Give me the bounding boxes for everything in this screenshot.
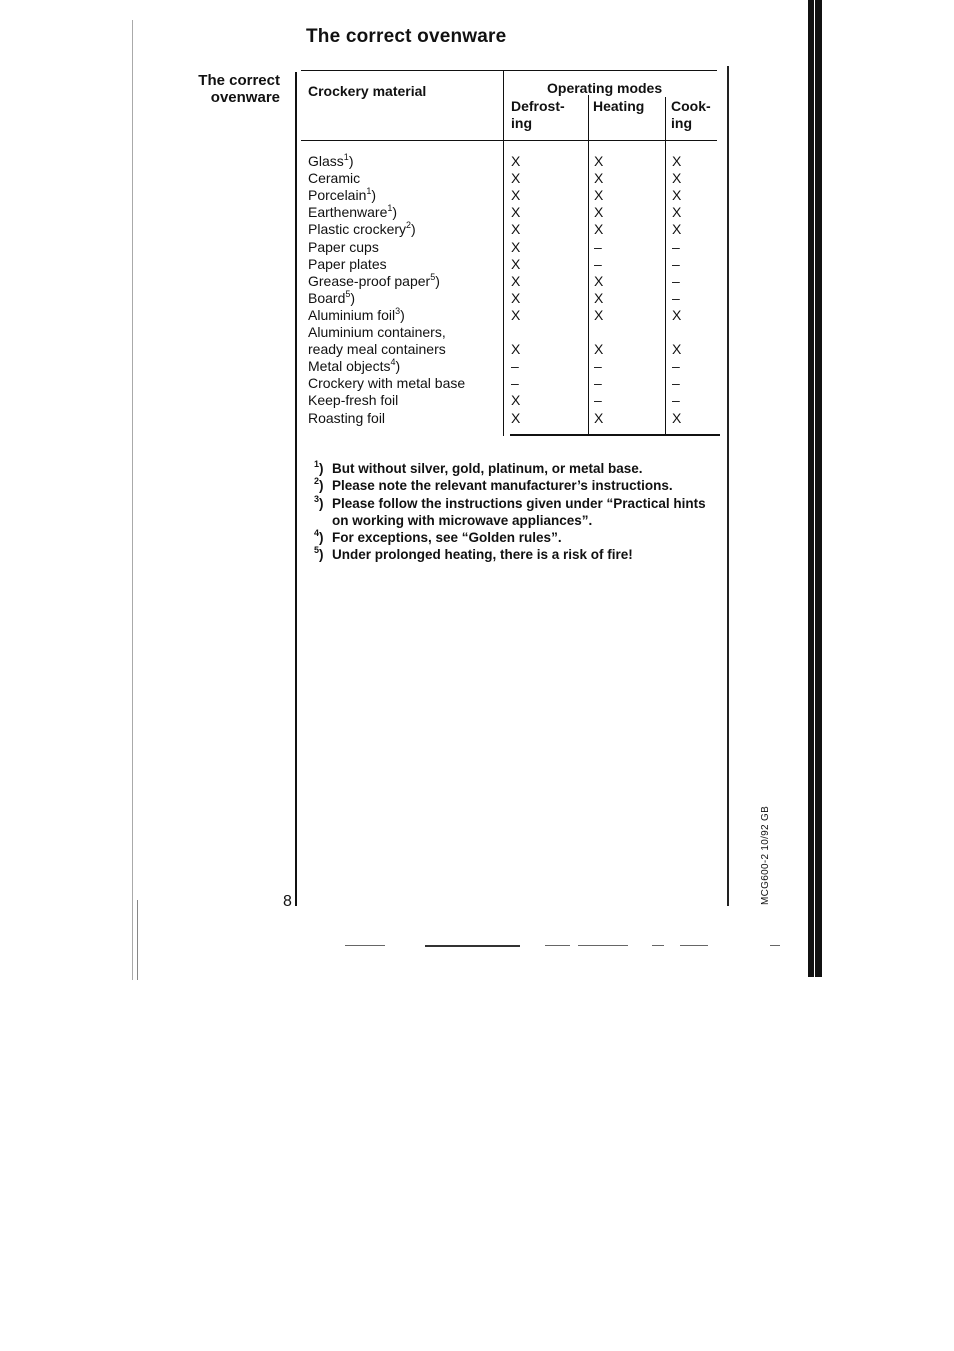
scan-artifact-dash <box>770 945 780 946</box>
scan-artifact-dash <box>345 945 385 946</box>
table-header-rule <box>301 140 717 141</box>
cell-heating: X <box>594 307 604 323</box>
row-material-label: Aluminium foil$^3$) <box>308 306 405 323</box>
scan-artifact-dash <box>578 945 628 946</box>
footnotes <box>314 460 724 564</box>
cell-cooking: – <box>672 358 680 374</box>
cell-defrost: X <box>511 170 521 186</box>
header-operating-modes: Operating modes <box>547 80 663 96</box>
column-divider <box>665 97 666 436</box>
row-material-label: Metal objects$^4$) <box>308 357 401 374</box>
footnote: $^1$) But without silver, gold, platinum, or metal base. <box>314 459 643 476</box>
cell-defrost: X <box>511 290 521 306</box>
side-heading-line: ovenware <box>210 89 280 106</box>
cell-heating: – <box>594 375 602 391</box>
page-edge-bar <box>808 0 822 977</box>
page-edge-gap <box>814 0 815 977</box>
cell-defrost: X <box>511 239 521 255</box>
cell-defrost: – <box>511 358 519 374</box>
scan-artifact-dash <box>680 945 708 946</box>
cell-heating: – <box>594 392 602 408</box>
cell-cooking: X <box>672 410 682 426</box>
cell-defrost: X <box>511 392 521 408</box>
row-material-label: ready meal containers <box>308 341 446 357</box>
scan-artifact-dash <box>545 945 570 946</box>
cell-cooking: X <box>672 204 682 220</box>
cell-cooking: – <box>672 239 680 255</box>
cell-cooking: – <box>672 290 680 306</box>
footnote: $^2$) Please note the relevant manufacturer’s instructions. <box>314 476 673 494</box>
column-divider <box>503 70 504 436</box>
cell-heating: X <box>594 170 604 186</box>
document-code: MCG600-2 10/92 GB <box>760 805 771 905</box>
row-material-label: Paper cups <box>308 239 379 255</box>
footnote-ref: 1 <box>343 152 349 162</box>
row-material-label: Plastic crockery$^2$) <box>308 220 416 237</box>
cell-defrost: X <box>511 256 521 272</box>
row-material-label: Glass$^1$) <box>308 152 354 169</box>
header-heating: Heating <box>593 98 645 114</box>
cell-heating: X <box>594 341 604 357</box>
row-material-label: Board$^5$) <box>308 289 356 306</box>
row-material-label: Aluminium containers, <box>308 324 446 340</box>
cell-defrost: X <box>511 410 521 426</box>
row-material-label: Ceramic <box>308 170 361 186</box>
footnote-ref: 3 <box>395 306 401 316</box>
footnote-ref: 4 <box>390 357 396 367</box>
cell-cooking: X <box>672 221 682 237</box>
row-material-label: Crockery with metal base <box>308 375 466 391</box>
footnote-ref: 1 <box>387 203 393 213</box>
footnote: $^4$) For exceptions, see “Golden rules”. <box>314 528 562 546</box>
cell-heating: X <box>594 273 604 289</box>
table-bottom-rule <box>510 434 720 436</box>
cell-cooking: X <box>672 307 682 323</box>
cell-defrost: X <box>511 307 521 323</box>
header-crockery-material: Crockery material <box>308 83 427 99</box>
cell-heating: X <box>594 153 604 169</box>
cell-cooking: X <box>672 187 682 203</box>
footnote-ref: 5 <box>430 272 436 282</box>
header-defrosting: Defrost- ing <box>511 98 565 131</box>
right-margin-rule <box>727 66 729 906</box>
row-material-label: Roasting foil <box>308 410 386 426</box>
footnote: $^5$) Under prolonged heating, there is a risk of fire! <box>314 545 633 563</box>
cell-cooking: X <box>672 341 682 357</box>
cell-heating: – <box>594 239 602 255</box>
cell-heating: – <box>594 358 602 374</box>
footnote-ref: 5 <box>345 289 351 299</box>
cell-cooking: – <box>672 273 680 289</box>
column-divider <box>588 95 589 436</box>
side-heading <box>150 72 280 106</box>
cell-cooking: X <box>672 153 682 169</box>
table-top-rule <box>301 70 717 71</box>
page-number: 8 <box>283 893 292 910</box>
row-material-label: Keep-fresh foil <box>308 392 399 408</box>
footnote: $^3$) Please follow the instructions given under “Practical hints on working with microwave appliances”. <box>314 493 706 528</box>
row-material-label: Earthenware$^1$) <box>308 203 398 220</box>
header-cooking: Cook- ing <box>671 98 711 131</box>
margin-rule <box>295 72 297 906</box>
cell-heating: X <box>594 221 604 237</box>
cell-heating: X <box>594 204 604 220</box>
row-material-label: Grease-proof paper$^5$) <box>308 272 440 289</box>
footnote-ref: 2 <box>406 220 412 230</box>
row-material-label: Paper plates <box>308 256 387 272</box>
cell-defrost: X <box>511 204 521 220</box>
cell-heating: X <box>594 187 604 203</box>
cell-defrost: X <box>511 153 521 169</box>
page-title: The correct ovenware <box>306 26 507 47</box>
cell-cooking: – <box>672 256 680 272</box>
cell-defrost: – <box>511 375 519 391</box>
side-heading-line: The correct <box>198 72 280 89</box>
cell-defrost: X <box>511 341 521 357</box>
cell-defrost: X <box>511 187 521 203</box>
cell-defrost: X <box>511 273 521 289</box>
scan-edge-line <box>132 20 133 980</box>
cell-cooking: – <box>672 375 680 391</box>
row-material-label: Porcelain$^1$) <box>308 186 377 203</box>
scan-edge-line <box>137 900 138 980</box>
cell-heating: X <box>594 410 604 426</box>
scan-artifact-dash <box>425 945 520 947</box>
cell-cooking: X <box>672 170 682 186</box>
cell-heating: – <box>594 256 602 272</box>
scan-artifact-dash <box>652 945 664 946</box>
cell-defrost: X <box>511 221 521 237</box>
footnote-ref: 1 <box>366 186 372 196</box>
cell-heating: X <box>594 290 604 306</box>
cell-cooking: – <box>672 392 680 408</box>
